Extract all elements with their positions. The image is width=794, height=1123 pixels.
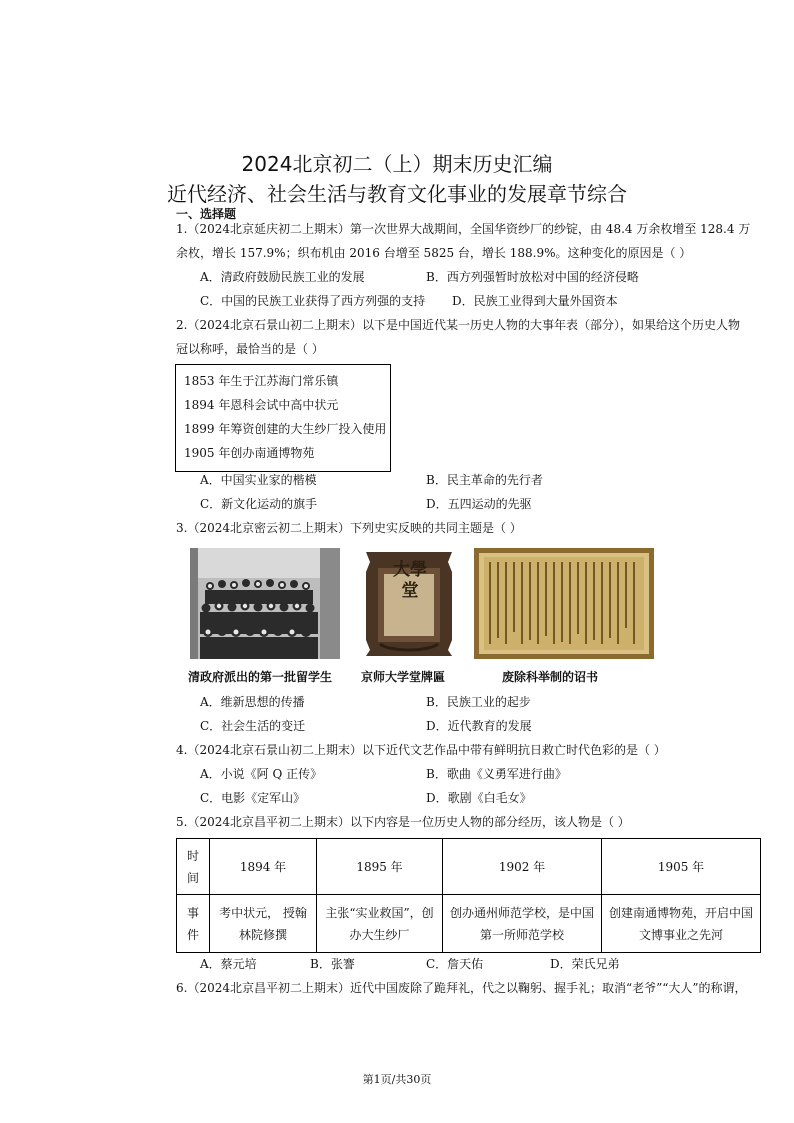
q5-option-d: D．荣氏兄弟 bbox=[550, 957, 620, 971]
q6-stem: 6.（2024北京昌平初二上期末）近代中国废除了跪拜礼，代之以鞠躬、握手礼；取消“老爷”“大人”的称谓， bbox=[176, 981, 747, 995]
cell-line: 创建南通博物苑，开启中国 bbox=[608, 905, 753, 920]
q3-option-d: D．近代教育的发展 bbox=[426, 719, 532, 733]
table-cell-event bbox=[443, 895, 602, 953]
cell-line: 间 bbox=[186, 870, 199, 885]
table-row bbox=[177, 895, 761, 953]
q1-stem-line2: 余枚，增长 157.9%；织布机由 2016 台增至 5825 台，增长 188.9%。这种变化的原因是（ ） bbox=[176, 246, 692, 260]
q4-option-c: C．电影《定军山》 bbox=[200, 791, 306, 805]
q2-option-c: C．新文化运动的旗手 bbox=[200, 497, 318, 511]
q4-option-a: A．小说《阿 Q 正传》 bbox=[200, 767, 323, 781]
q5-option-a: A．蔡元培 bbox=[200, 957, 257, 971]
q2-option-d: D．五四运动的先驱 bbox=[426, 497, 532, 511]
table-cell-year: 1905 年 bbox=[602, 839, 761, 895]
q2-option-b: B．民主革命的先行者 bbox=[426, 473, 543, 487]
edict-image bbox=[474, 548, 654, 659]
cell-line: 时 bbox=[186, 848, 199, 863]
q5-stem: 5.（2024北京昌平初二上期末）以下内容是一位历史人物的部分经历，该人物是（ ） bbox=[176, 815, 630, 829]
q2-timeline-item: 1894 年恩科会试中高中状元 bbox=[184, 398, 339, 412]
q3-option-b: B．民族工业的起步 bbox=[426, 695, 531, 709]
q1-option-d: D．民族工业得到大量外国资本 bbox=[452, 294, 618, 308]
q2-stem-line1: 2.（2024北京石景山初二上期末）以下是中国近代某一历史人物的大事年表（部分），如果给这个历史人物 bbox=[176, 318, 740, 332]
table-header-cell bbox=[177, 839, 210, 895]
caption-edict: 废除科举制的诏书 bbox=[502, 670, 599, 684]
page-number: 第1页/共30页 bbox=[362, 1073, 432, 1086]
q2-option-a: A．中国实业家的楷模 bbox=[200, 473, 317, 487]
q4-option-d: D．歌剧《白毛女》 bbox=[426, 791, 532, 805]
table-cell-year: 1902 年 bbox=[443, 839, 602, 895]
caption-plaque: 京师大学堂牌匾 bbox=[361, 670, 446, 684]
cell-line: 林院修撰 bbox=[238, 927, 287, 942]
q5-option-c: C．詹天佑 bbox=[426, 957, 484, 971]
q2-timeline-item: 1899 年筹资创建的大生纱厂投入使用 bbox=[184, 422, 387, 436]
cell-line: 考中状元， 授翰 bbox=[219, 905, 307, 920]
plaque-inscription: 大學堂 bbox=[393, 560, 427, 601]
cell-line: 第一所师范学校 bbox=[479, 927, 564, 942]
students-photo bbox=[190, 548, 340, 659]
cell-line: 件 bbox=[186, 927, 199, 942]
q3-option-c: C．社会生活的变迁 bbox=[200, 719, 306, 733]
document-title: 2024北京初二（上）期末历史汇编 bbox=[241, 152, 553, 176]
table-header-cell bbox=[177, 895, 210, 953]
q5-timeline-table bbox=[176, 838, 761, 953]
q5-option-b: B．张謇 bbox=[310, 957, 355, 971]
q3-option-a: A．维新思想的传播 bbox=[200, 695, 305, 709]
table-cell-year: 1894 年 bbox=[210, 839, 317, 895]
q2-timeline-box bbox=[175, 364, 391, 472]
document-subtitle: 近代经济、社会生活与教育文化事业的发展章节综合 bbox=[167, 182, 627, 206]
cell-line: 主张“实业救国”，创 bbox=[325, 905, 434, 920]
q2-timeline-item: 1905 年创办南通博物苑 bbox=[184, 446, 315, 460]
q1-option-a: A．清政府鼓励民族工业的发展 bbox=[200, 270, 365, 284]
q1-option-b: B．西方列强暂时放松对中国的经济侵略 bbox=[426, 270, 639, 284]
table-cell-event bbox=[602, 895, 761, 953]
table-cell-event bbox=[317, 895, 443, 953]
table-row bbox=[177, 839, 761, 895]
caption-students-photo: 清政府派出的第一批留学生 bbox=[188, 670, 333, 684]
q3-stem: 3.（2024北京密云初二上期末）下列史实反映的共同主题是（ ） bbox=[176, 521, 522, 535]
cell-line: 事 bbox=[186, 905, 199, 920]
table-cell-event bbox=[210, 895, 317, 953]
section-heading: 一、选择题 bbox=[176, 207, 237, 221]
table-cell-year: 1895 年 bbox=[317, 839, 443, 895]
q4-stem: 4.（2024北京石景山初二上期末）以下近代文艺作品中带有鲜明抗日救亡时代色彩的是（ ） bbox=[176, 743, 666, 757]
cell-line: 创办通州师范学校，是中国 bbox=[449, 905, 594, 920]
q1-option-c: C．中国的民族工业获得了西方列强的支持 bbox=[200, 294, 426, 308]
q2-timeline-item: 1853 年生于江苏海门常乐镇 bbox=[184, 374, 339, 388]
q2-stem-line2: 冠以称呼，最恰当的是（ ） bbox=[176, 342, 324, 356]
q4-option-b: B．歌曲《义勇军进行曲》 bbox=[426, 767, 567, 781]
q1-stem-line1: 1.（2024北京延庆初二上期末）第一次世界大战期间，全国华资纱厂的纱锭，由 48.4 万余枚增至 128.4 万 bbox=[176, 222, 751, 236]
cell-line: 办大生纱厂 bbox=[349, 927, 410, 942]
cell-line: 文博事业之先河 bbox=[638, 927, 723, 942]
